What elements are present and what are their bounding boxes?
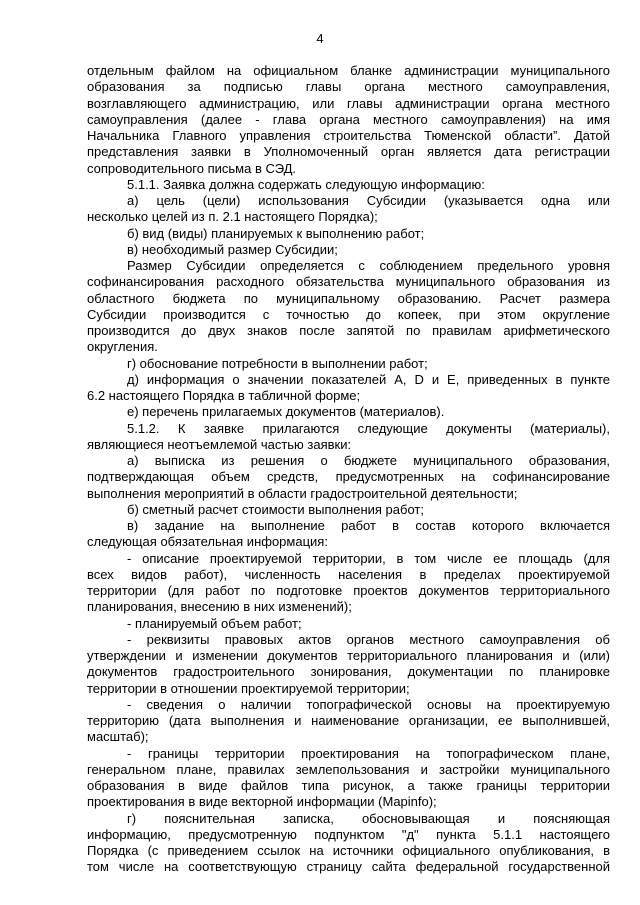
text-line: сопроводительного письма в СЭД. [87,160,297,176]
text-line: е) перечень прилагаемых документов (материалов). [127,404,445,420]
text-line: д) информация о значении показателей A, D и E, приведенных в пункте [127,371,610,387]
text-line: самоуправления (далее - глава органа местного самоуправления) на имя [87,111,610,127]
text-line: 5.1.2. К заявке прилагаются следующие документы (материалы), [127,420,610,436]
text-line: - сведения о наличии топографической основы на проектируемую [127,696,610,712]
text-line: округления. [87,339,158,355]
text-line: а) выписка из решения о бюджете муниципального образования, [127,453,610,468]
text-line: - границы территории проектирования на топографическом плане, [127,745,610,761]
text-line: выполнения мероприятий в области градостроительной деятельности; [87,485,518,501]
text-line: несколько целей из п. 2.1 настоящего Порядка); [87,209,378,225]
text-line: всех видов работ), численность населения в пределах проектируемой [87,566,610,582]
text-line: в) задание на выполнение работ в состав которого включается [127,518,610,533]
text-line: в) необходимый размер Субсидии; [127,241,338,257]
document-body [87,63,610,876]
text-line: - описание проектируемой территории, в том числе ее площадь (для [127,550,610,566]
text-line: г) обоснование потребности в выполнении работ; [127,355,428,371]
text-line: масштаб); [87,729,149,745]
text-line: территории (для работ по подготовке проектов документов территориального [87,583,610,598]
text-line: подтверждающая объем средств, предусмотренных на софинансирование [87,469,610,485]
text-line: Размер Субсидии определяется с соблюдением предельного уровня [127,258,610,273]
text-line: информацию, предусмотренную подпунктом "д" пункта 5.1.1 настоящего [87,826,610,842]
text-line: - планируемый объем работ; [127,615,302,631]
text-line: образования в виде файлов типа рисунок, а также границы территории [87,778,610,793]
text-line: планирования, внесению в них изменений); [87,599,352,615]
text-line: областного бюджета по муниципальному образованию. Расчет размера [87,290,610,306]
text-line: том числе на соответствующую страницу сайта федеральной государственной [87,859,610,875]
text-line: 5.1.1. Заявка должна содержать следующую информацию: [127,176,485,192]
text-line: документов градостроительного зонирования, документации по планировке [87,664,610,680]
text-line: б) вид (виды) планируемых к выполнению работ; [127,225,425,241]
text-line: утверждении и изменении документов территориального планирования и (или) [87,648,610,663]
text-line: а) цель (цели) использования Субсидии (указывается одна или [127,193,610,208]
text-line: 6.2 настоящего Порядка в табличной форме; [87,388,361,403]
text-line: являющиеся неотъемлемой частью заявки: [87,436,352,452]
text-line: б) сметный расчет стоимости выполнения работ; [127,501,424,517]
text-line: представления заявки в Уполномоченный орган является дата регистрации [87,144,610,160]
text-line: Начальника Главного управления строительства Тюменской области”. Датой [87,128,610,143]
text-line: - реквизиты правовых актов органов местного самоуправления об [127,631,610,647]
text-line: образования за подписью главы органа местного самоуправления, [87,79,610,95]
text-line: Субсидии производится с точностью до копеек, при этом округление [87,306,610,322]
page-number: 4 [316,31,324,46]
text-line: территорию (дата выполнения и наименование организации, ее выполнившей, [87,713,610,728]
text-line: территории в отношении проектируемой территории; [87,680,410,696]
text-line: г) пояснительная записка, обосновывающая и поясняющая [127,810,610,826]
text-line: следующая обязательная информация: [87,534,328,550]
text-line: софинансирования расходного обязательства муниципального образования из [87,274,610,290]
text-line: Порядка (с приведением ссылок на источники официального опубликования, в [87,843,610,858]
text-line: генеральном плане, правилах землепользования и застройки муниципального [87,761,610,777]
text-line: производится до двух знаков после запятой по правилам арифметического [87,323,610,338]
text-line: возглавляющего администрацию, или главы администрации органа местного [87,95,610,111]
text-line: проектирования в виде векторной информации (Mapinfo); [87,794,437,810]
text-line: отдельным файлом на официальном бланке администрации муниципального [87,63,610,78]
